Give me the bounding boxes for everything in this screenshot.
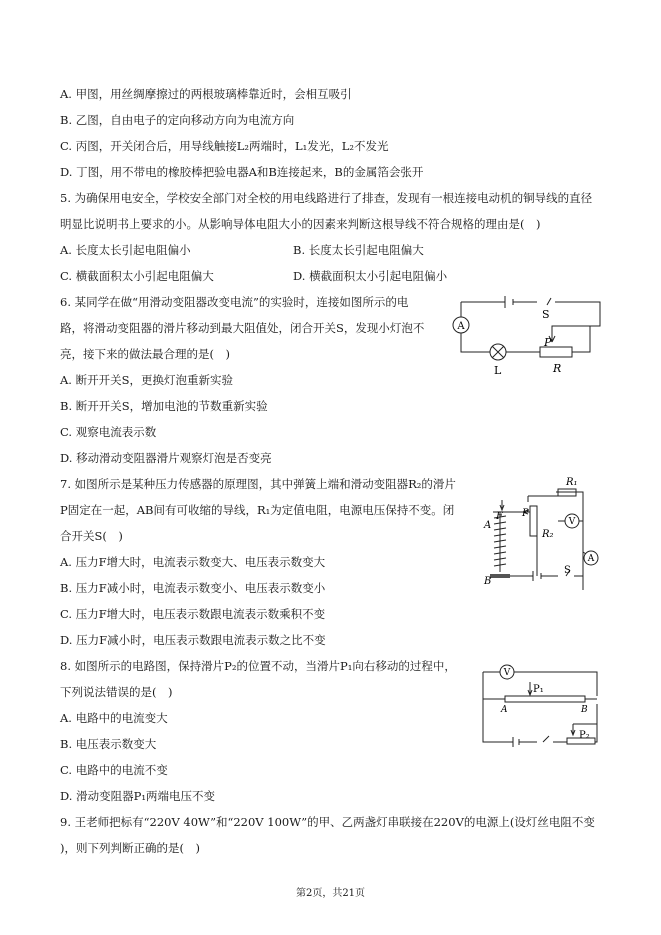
force-label: F: [496, 511, 503, 522]
slider-p2-label: P₂: [579, 730, 590, 741]
switch-s-label: S: [564, 565, 571, 576]
q6-stem-line3: 亮，接下来的做法最合理的是( ): [60, 347, 230, 361]
voltmeter-label: V: [503, 668, 511, 678]
q7-stem-line3: 合开关S( ): [60, 529, 123, 543]
lamp-label: L: [494, 364, 502, 377]
q8-option-c: C. 电路中的电流不变: [60, 763, 168, 777]
q6-option-a: A. 断开开关S，更换灯泡重新实验: [60, 373, 233, 387]
q5-stem-line2: 明显比说明书上要求的小。从影响导体电阻大小的因素来判断这根导线不符合规格的理由是( ): [60, 217, 541, 231]
q5-option-a: A. 长度太长引起电阻偏小: [60, 243, 191, 257]
q5-stem-line1: 5. 为确保用电安全，学校安全部门对全校的用电线路进行了排查，发现有一根连接电动机的铜导线的直径: [60, 191, 593, 205]
q5-option-d: D. 横截面积太小引起电阻偏小: [293, 269, 448, 283]
slider-p-label: P: [522, 508, 529, 519]
point-b-label: B: [484, 576, 492, 587]
q7-stem-line2: P固定在一起，AB间有可收缩的导线，R₁为定值电阻，电源电压保持不变。闭: [60, 503, 455, 517]
q6-stem-line2: 路，将滑动变阻器的滑片移动到最大阻值处，闭合开关S，发现小灯泡不: [60, 321, 425, 335]
rheostat-label: R: [553, 362, 562, 375]
option-d: D. 丁图，用不带电的橡胶棒把验电器A和B连接起来，B的金属箔会张开: [60, 165, 424, 179]
q7-option-d: D. 压力F减小时，电压表示数跟电流表示数之比不变: [60, 633, 326, 647]
ammeter-label: A: [457, 321, 465, 332]
q8-option-b: B. 电压表示数变大: [60, 737, 157, 751]
q7-option-a: A. 压力F增大时，电流表示数变大、电压表示数变大: [60, 555, 326, 569]
q6-option-b: B. 断开开关S，增加电池的节数重新实验: [60, 399, 268, 413]
point-b-label: B: [581, 705, 588, 715]
q5-option-c: C. 横截面积太小引起电阻偏大: [60, 269, 214, 283]
slider-label: P: [544, 336, 552, 349]
q7-pressure-sensor-diagram: [478, 472, 608, 590]
q8-stem-line1: 8. 如图所示的电路图，保持滑片P₂的位置不动，当滑片P₁向右移动的过程中，: [60, 659, 456, 673]
point-a-label: A: [501, 705, 508, 715]
q8-option-d: D. 滑动变阻器P₁两端电压不变: [60, 789, 215, 803]
q6-stem-line1: 6. 某同学在做“用滑动变阻器改变电流”的实验时，连接如图所示的电: [60, 295, 409, 309]
page-footer: 第2页，共21页: [295, 888, 366, 899]
q8-circuit-diagram: [475, 660, 605, 752]
switch-label: S: [542, 308, 550, 321]
q8-stem-line2: 下列说法错误的是( ): [60, 685, 173, 699]
point-a-label: A: [484, 520, 492, 531]
voltmeter-label: V: [568, 517, 576, 527]
q9-stem-line1: 9. 王老师把标有“220V 40W”和“220V 100W”的甲、乙两盏灯串联接在220V的电源上(设灯丝电阻不变: [60, 815, 595, 829]
option-c: C. 丙图，开关闭合后，用导线触接L₂两端时，L₁发光，L₂不发光: [60, 139, 389, 153]
option-b: B. 乙图，自由电子的定向移动方向为电流方向: [60, 113, 295, 127]
q6-option-d: D. 移动滑动变阻器滑片观察灯泡是否变亮: [60, 451, 272, 465]
q8-option-a: A. 电路中的电流变大: [60, 711, 168, 725]
q7-option-b: B. 压力F减小时，电流表示数变小、电压表示数变小: [60, 581, 326, 595]
r2-label: R₂: [542, 529, 554, 540]
q5-option-b: B. 长度太长引起电阻偏大: [293, 243, 424, 257]
q9-stem-line2: )，则下列判断正确的是( ): [60, 841, 200, 855]
ammeter-label: A: [587, 554, 595, 564]
r1-label: R₁: [566, 477, 578, 488]
q6-circuit-diagram: [445, 292, 605, 377]
slider-p1-label: P₁: [533, 684, 544, 695]
q6-option-c: C. 观察电流表示数: [60, 425, 157, 439]
q7-stem-line1: 7. 如图所示是某种压力传感器的原理图，其中弹簧上端和滑动变阻器R₂的滑片: [60, 477, 456, 491]
q7-option-c: C. 压力F增大时，电压表示数跟电流表示数乘积不变: [60, 607, 326, 621]
option-a: A. 甲图，用丝绸摩擦过的两根玻璃棒靠近时，会相互吸引: [60, 87, 352, 101]
